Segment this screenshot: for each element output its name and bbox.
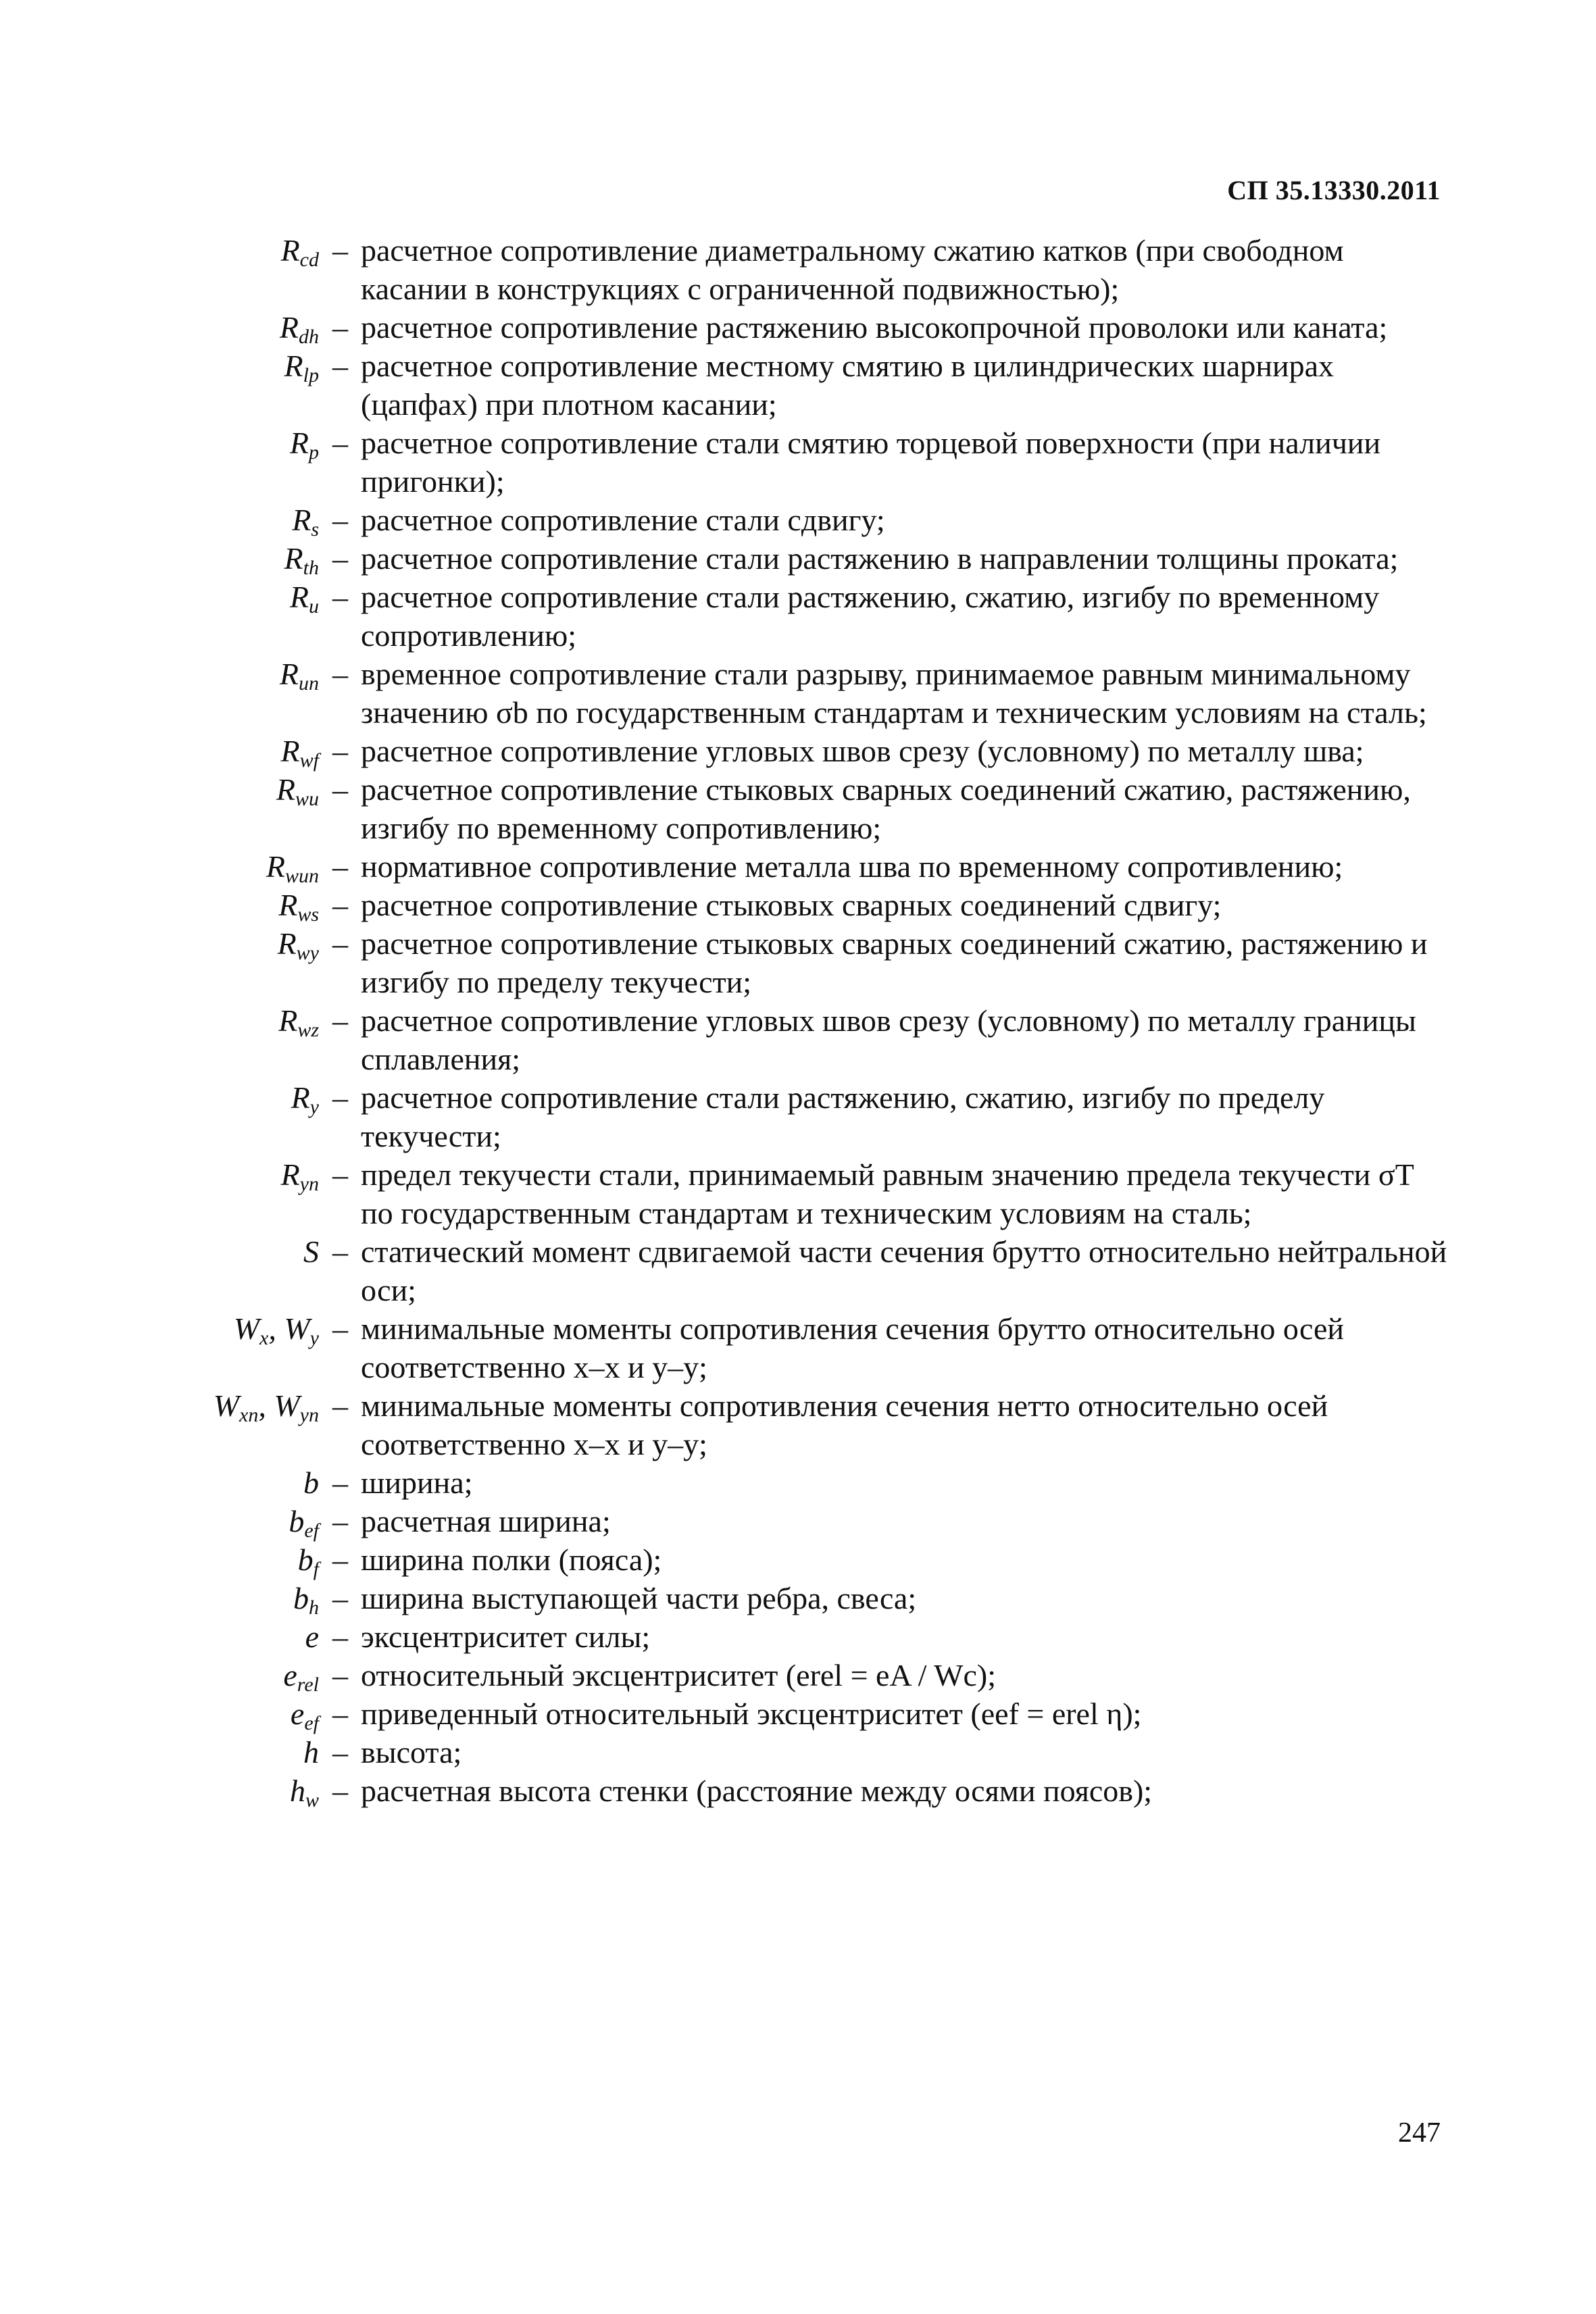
definition-dash: – <box>332 1658 348 1692</box>
definition-row <box>0 1579 1596 1617</box>
standard-code-header: СП 35.13330.2011 <box>1227 175 1441 205</box>
definition-description <box>332 1078 1449 1155</box>
definition-text: нормативное сопротивление металла шва по временному сопротивлению; <box>361 849 1343 884</box>
symbol-subscript: s <box>311 518 319 540</box>
definition-text: расчетное сопротивление угловых швов срезу (условному) по металлу границы сплавления; <box>361 1003 1416 1076</box>
symbol-definitions-list <box>0 231 1596 1810</box>
symbol-main: R <box>277 926 297 961</box>
definition-dash: – <box>332 426 348 460</box>
definition-text: ширина; <box>361 1465 473 1500</box>
definition-text: минимальные моменты сопротивления сечения нетто относительно осей соответственно x–x и y–y; <box>361 1388 1328 1461</box>
definition-description <box>332 655 1449 732</box>
definition-row <box>0 1078 1596 1155</box>
definition-symbol <box>0 924 332 963</box>
symbol-subscript: wu <box>295 788 319 810</box>
definition-text: ширина полки (пояса); <box>361 1542 662 1577</box>
definition-dash: – <box>332 349 348 383</box>
definition-text: приведенный относительный эксцентриситет (eef = erel η); <box>361 1696 1142 1731</box>
definition-row <box>0 655 1596 732</box>
definition-row <box>0 732 1596 770</box>
definition-row <box>0 231 1596 308</box>
definition-row <box>0 578 1596 655</box>
symbol-subscript: h <box>309 1596 319 1619</box>
definition-dash: – <box>332 734 348 768</box>
symbol-subscript: ef <box>304 1712 319 1734</box>
symbol-subscript: wf <box>299 749 319 772</box>
definition-symbol <box>0 886 332 924</box>
symbol-subscript: f <box>313 1558 319 1580</box>
definition-symbol <box>0 847 332 886</box>
definition-text: расчетное сопротивление стали сдвигу; <box>361 503 885 537</box>
definition-description <box>332 924 1449 1001</box>
definition-row <box>0 1001 1596 1078</box>
definition-text: расчетное сопротивление стали растяжению, сжатию, изгибу по временному сопротивлению; <box>361 580 1380 653</box>
definition-row <box>0 1502 1596 1540</box>
definition-text: расчетное сопротивление местному смятию в цилиндрических шарнирах (цапфах) при плотном касании; <box>361 349 1334 422</box>
definition-symbol <box>0 1733 332 1771</box>
definition-symbol <box>0 1656 332 1694</box>
definition-text: расчетное сопротивление стыковых сварных соединений сдвигу; <box>361 888 1222 922</box>
symbol-main: R <box>266 849 285 884</box>
definition-symbol <box>0 1155 332 1194</box>
definition-row <box>0 1232 1596 1309</box>
symbol-main: b <box>303 1465 319 1500</box>
definition-row <box>0 1656 1596 1694</box>
definition-description <box>332 1386 1449 1463</box>
definition-symbol <box>0 539 332 578</box>
definition-dash: – <box>332 1542 348 1577</box>
definition-dash: – <box>332 1619 348 1654</box>
symbol-main: W <box>233 1311 260 1346</box>
definition-row <box>0 501 1596 539</box>
definition-symbol <box>0 1502 332 1540</box>
definition-dash: – <box>332 1003 348 1038</box>
definition-description <box>332 1579 1449 1617</box>
definition-description <box>332 1656 1449 1694</box>
definition-description <box>332 1309 1449 1386</box>
definition-dash: – <box>332 541 348 576</box>
symbol-main: R <box>284 349 303 383</box>
definition-dash: – <box>332 1465 348 1500</box>
definition-text: расчетное сопротивление стали растяжению, сжатию, изгибу по пределу текучести; <box>361 1080 1325 1153</box>
definition-text: расчетное сопротивление стыковых сварных соединений сжатию, растяжению и изгибу по пределу текучести; <box>361 926 1428 999</box>
symbol-subscript: xn <box>239 1404 259 1426</box>
symbol-main: R <box>289 426 309 460</box>
definition-description <box>332 770 1449 847</box>
symbol-subscript: y <box>309 1327 319 1349</box>
symbol-main: R <box>284 541 303 576</box>
symbol-subscript: th <box>303 557 319 579</box>
definition-description <box>332 1502 1449 1540</box>
page-number: 247 <box>1398 2117 1441 2148</box>
definition-row <box>0 539 1596 578</box>
symbol-subscript: cd <box>299 249 319 271</box>
definition-symbol <box>0 1232 332 1271</box>
definition-text: относительный эксцентриситет (erel = eA / Wc); <box>361 1658 997 1692</box>
symbol-subscript: dh <box>299 326 319 348</box>
definition-symbol <box>0 770 332 809</box>
definition-row <box>0 1463 1596 1502</box>
definition-text: ширина выступающей части ребра, свеса; <box>361 1581 917 1615</box>
definition-symbol <box>0 1579 332 1617</box>
symbol-main: W <box>213 1388 240 1423</box>
definition-description <box>332 1001 1449 1078</box>
definition-symbol <box>0 655 332 693</box>
definition-dash: – <box>332 1157 348 1192</box>
symbol-subscript: yn <box>299 1404 319 1426</box>
symbol-main: R <box>291 1080 310 1115</box>
definition-symbol <box>0 1463 332 1502</box>
definition-row <box>0 308 1596 347</box>
definition-dash: – <box>332 1735 348 1769</box>
definition-description <box>332 1617 1449 1656</box>
definition-text: расчетная ширина; <box>361 1504 611 1538</box>
definition-symbol <box>0 732 332 770</box>
definition-dash: – <box>332 233 348 268</box>
definition-row <box>0 1617 1596 1656</box>
definition-symbol <box>0 501 332 539</box>
definition-description <box>332 424 1449 501</box>
definition-row <box>0 924 1596 1001</box>
definition-symbol <box>0 1001 332 1040</box>
definition-description <box>332 1771 1449 1810</box>
definition-dash: – <box>332 1080 348 1115</box>
symbol-main: e <box>283 1658 297 1692</box>
definition-dash: – <box>332 1581 348 1615</box>
definition-dash: – <box>332 1504 348 1538</box>
definition-description <box>332 539 1449 578</box>
definition-dash: – <box>332 1311 348 1346</box>
definition-dash: – <box>332 1234 348 1269</box>
symbol-main: R <box>276 772 295 807</box>
definition-symbol <box>0 1386 332 1425</box>
definition-description <box>332 732 1449 770</box>
definition-text: расчетное сопротивление растяжению высокопрочной проволоки или каната; <box>361 310 1388 345</box>
definition-text: временное сопротивление стали разрыву, принимаемое равным минимальному значению σb по государственным стандартам и техническим условиям на сталь; <box>361 657 1427 730</box>
definition-text: расчетное сопротивление стали растяжению в направлении толщины проката; <box>361 541 1399 576</box>
definition-row <box>0 1771 1596 1810</box>
definition-description <box>332 886 1449 924</box>
definition-dash: – <box>332 888 348 922</box>
definition-description <box>332 1463 1449 1502</box>
definition-text: минимальные моменты сопротивления сечения брутто относительно осей соответственно x–x и y–y; <box>361 1311 1344 1384</box>
definition-text: расчетная высота стенки (расстояние между осями поясов); <box>361 1774 1153 1808</box>
definition-dash: – <box>332 657 348 691</box>
symbol-main: b <box>289 1504 305 1538</box>
definition-dash: – <box>332 1696 348 1731</box>
symbol-subscript: w <box>305 1789 319 1811</box>
symbol-main: R <box>280 1157 300 1192</box>
symbol-subscript: yn <box>299 1173 319 1195</box>
definition-dash: – <box>332 310 348 345</box>
definition-symbol <box>0 424 332 462</box>
definition-row <box>0 886 1596 924</box>
definition-text: высота; <box>361 1735 462 1769</box>
symbol-main: R <box>280 734 300 768</box>
definition-symbol <box>0 1771 332 1810</box>
definition-description <box>332 1540 1449 1579</box>
symbol-subscript: x <box>259 1327 269 1349</box>
definition-symbol <box>0 308 332 347</box>
symbol-subscript: y <box>309 1096 319 1118</box>
definition-text: эксцентриситет силы; <box>361 1619 651 1654</box>
symbol-subscript: wy <box>296 942 319 964</box>
symbol-subscript: u <box>309 595 319 618</box>
definition-description <box>332 1694 1449 1733</box>
definition-text: расчетное сопротивление угловых швов срезу (условному) по металлу шва; <box>361 734 1364 768</box>
symbol-main: R <box>280 233 300 268</box>
definition-row <box>0 1694 1596 1733</box>
symbol-main: R <box>279 310 299 345</box>
symbol-main: W <box>274 1388 300 1423</box>
definition-description <box>332 578 1449 655</box>
definition-dash: – <box>332 503 348 537</box>
definition-dash: – <box>332 772 348 807</box>
definition-symbol <box>0 1540 332 1579</box>
symbol-main: h <box>303 1735 319 1769</box>
definition-description <box>332 1155 1449 1232</box>
definition-symbol <box>0 1078 332 1117</box>
definition-row <box>0 1540 1596 1579</box>
definition-row <box>0 770 1596 847</box>
symbol-main: b <box>293 1581 309 1615</box>
definition-row <box>0 347 1596 424</box>
definition-description <box>332 231 1449 308</box>
definition-description <box>332 847 1449 886</box>
symbol-subscript: wz <box>297 1019 319 1041</box>
symbol-subscript: lp <box>303 364 319 386</box>
definition-description <box>332 1232 1449 1309</box>
definition-symbol <box>0 347 332 385</box>
symbol-main: S <box>303 1234 319 1269</box>
symbol-main: b <box>297 1542 314 1577</box>
definition-row <box>0 1386 1596 1463</box>
symbol-subscript: un <box>299 672 319 695</box>
symbol-main: e <box>305 1619 319 1654</box>
definition-text: расчетное сопротивление стали смятию торцевой поверхности (при наличии пригонки); <box>361 426 1381 499</box>
symbol-subscript: p <box>309 441 319 463</box>
symbol-subscript: ws <box>297 903 319 926</box>
symbol-main: R <box>278 888 298 922</box>
definition-row <box>0 1733 1596 1771</box>
definition-description <box>332 347 1449 424</box>
definition-dash: – <box>332 1774 348 1808</box>
symbol-main: R <box>278 1003 298 1038</box>
definition-dash: – <box>332 849 348 884</box>
definition-dash: – <box>332 926 348 961</box>
definition-description <box>332 1733 1449 1771</box>
definition-symbol <box>0 231 332 270</box>
definition-row <box>0 1309 1596 1386</box>
definition-text: расчетное сопротивление диаметральному сжатию катков (при свободном касании в конструкциях с ограниченной подвижностью); <box>361 233 1344 306</box>
definition-text: статический момент сдвигаемой части сечения брутто относительно нейтральной оси; <box>361 1234 1447 1307</box>
definition-row <box>0 847 1596 886</box>
symbol-separator: , <box>258 1388 274 1423</box>
symbol-main: W <box>284 1311 310 1346</box>
definition-description <box>332 501 1449 539</box>
symbol-subscript: wun <box>284 865 319 887</box>
symbol-main: h <box>289 1774 305 1808</box>
definition-text: предел текучести стали, принимаемый равным значению предела текучести σT по государственным стандартам и техническим условиям на сталь; <box>361 1157 1414 1230</box>
definition-description <box>332 308 1449 347</box>
symbol-main: R <box>292 503 311 537</box>
definition-symbol <box>0 1617 332 1656</box>
definition-symbol <box>0 578 332 616</box>
definition-row <box>0 424 1596 501</box>
definition-dash: – <box>332 1388 348 1423</box>
definition-row <box>0 1155 1596 1232</box>
definition-text: расчетное сопротивление стыковых сварных соединений сжатию, растяжению, изгибу по временному сопротивлению; <box>361 772 1411 845</box>
symbol-main: e <box>290 1696 305 1731</box>
symbol-separator: , <box>268 1311 284 1346</box>
definition-symbol <box>0 1694 332 1733</box>
symbol-main: R <box>289 580 309 614</box>
symbol-subscript: ef <box>304 1519 319 1542</box>
symbol-main: R <box>279 657 299 691</box>
definition-dash: – <box>332 580 348 614</box>
definition-symbol <box>0 1309 332 1348</box>
symbol-subscript: rel <box>297 1674 319 1696</box>
